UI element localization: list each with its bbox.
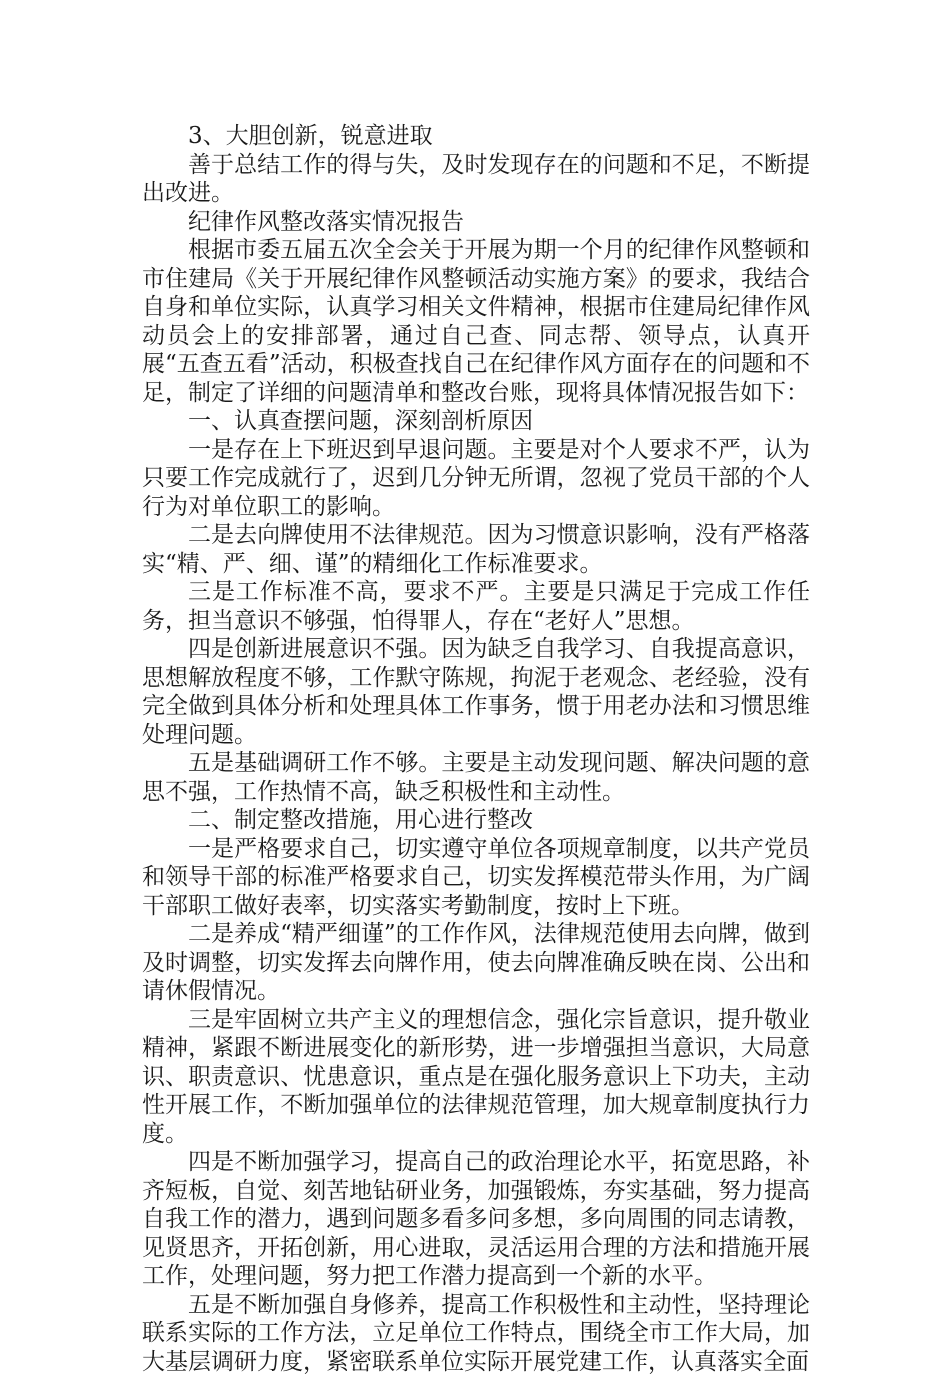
body-paragraph: 四是创新进展意识不强。因为缺乏自我学习、自我提高意识，思想解放程度不够，工作默守陈规，拘泥于老观念、老经验，没有完全做到具体分析和处理具体工作事务，惯于用老办法和习惯思维处理问题。 — [142, 635, 810, 749]
body-paragraph: 五是基础调研工作不够。主要是主动发现问题、解决问题的意思不强，工作热情不高，缺乏积极性和主动性。 — [142, 749, 810, 806]
body-paragraph: 三是牢固树立共产主义的理想信念，强化宗旨意识，提升敬业精神，紧跟不断进展变化的新形势，进一步增强担当意识，大局意识、职责意识、忧患意识，重点是在强化服务意识上下功夫，主动性开展工作，不断加强单位的法律规范管理，加大规章制度执行力度。 — [142, 1006, 810, 1149]
body-paragraph: 善于总结工作的得与失，及时发现存在的问题和不足，不断提出改进。 — [142, 151, 810, 208]
section-heading-3: 3、大胆创新，锐意进取 — [142, 122, 810, 151]
document-body — [142, 122, 810, 1376]
body-paragraph: 四是不断加强学习，提高自己的政治理论水平，拓宽思路，补齐短板，自觉、刻苦地钻研业务，加强锻炼，夯实基础，努力提高自我工作的潜力，遇到问题多看多问多想，多向周围的同志请教，见贤思齐，开拓创新，用心进取，灵活运用合理的方法和措施开展工作，处理问题，努力把工作潜力提高到一个新的水平。 — [142, 1148, 810, 1291]
body-paragraph: 二是养成“精严细谨”的工作作风，法律规范使用去向牌，做到及时调整，切实发挥去向牌作用，使去向牌准确反映在岗、公出和请休假情况。 — [142, 920, 810, 1006]
body-paragraph: 二是去向牌使用不法律规范。因为习惯意识影响，没有严格落实“精、严、细、谨”的精细化工作标准要求。 — [142, 521, 810, 578]
body-paragraph: 一是存在上下班迟到早退问题。主要是对个人要求不严，认为只要工作完成就行了，迟到几分钟无所谓，忽视了党员干部的个人行为对单位职工的影响。 — [142, 436, 810, 522]
body-paragraph: 三是工作标准不高，要求不严。主要是只满足于完成工作任务，担当意识不够强，怕得罪人，存在“老好人”思想。 — [142, 578, 810, 635]
body-paragraph: 五是不断加强自身修养，提高工作积极性和主动性，坚持理论联系实际的工作方法，立足单位工作特点，围绕全市工作大局，加大基层调研力度，紧密联系单位实际开展党建工作，认真落实全面 — [142, 1291, 810, 1376]
section-heading-2: 二、制定整改措施，用心进行整改 — [142, 806, 810, 835]
body-paragraph: 根据市委五届五次全会关于开展为期一个月的纪律作风整顿和市住建局《关于开展纪律作风整顿活动实施方案》的要求，我结合自身和单位实际，认真学习相关文件精神，根据市住建局纪律作风动员会上的安排部署，通过自己查、同志帮、领导点，认真开展“五查五看”活动，积极查找自己在纪律作风方面存在的问题和不足，制定了详细的问题清单和整改台账，现将具体情况报告如下： — [142, 236, 810, 407]
body-paragraph: 一是严格要求自己，切实遵守单位各项规章制度，以共产党员和领导干部的标准严格要求自己，切实发挥模范带头作用，为广阔干部职工做好表率，切实落实考勤制度，按时上下班。 — [142, 835, 810, 921]
report-title: 纪律作风整改落实情况报告 — [142, 208, 810, 237]
section-heading-1: 一、认真查摆问题，深刻剖析原因 — [142, 407, 810, 436]
